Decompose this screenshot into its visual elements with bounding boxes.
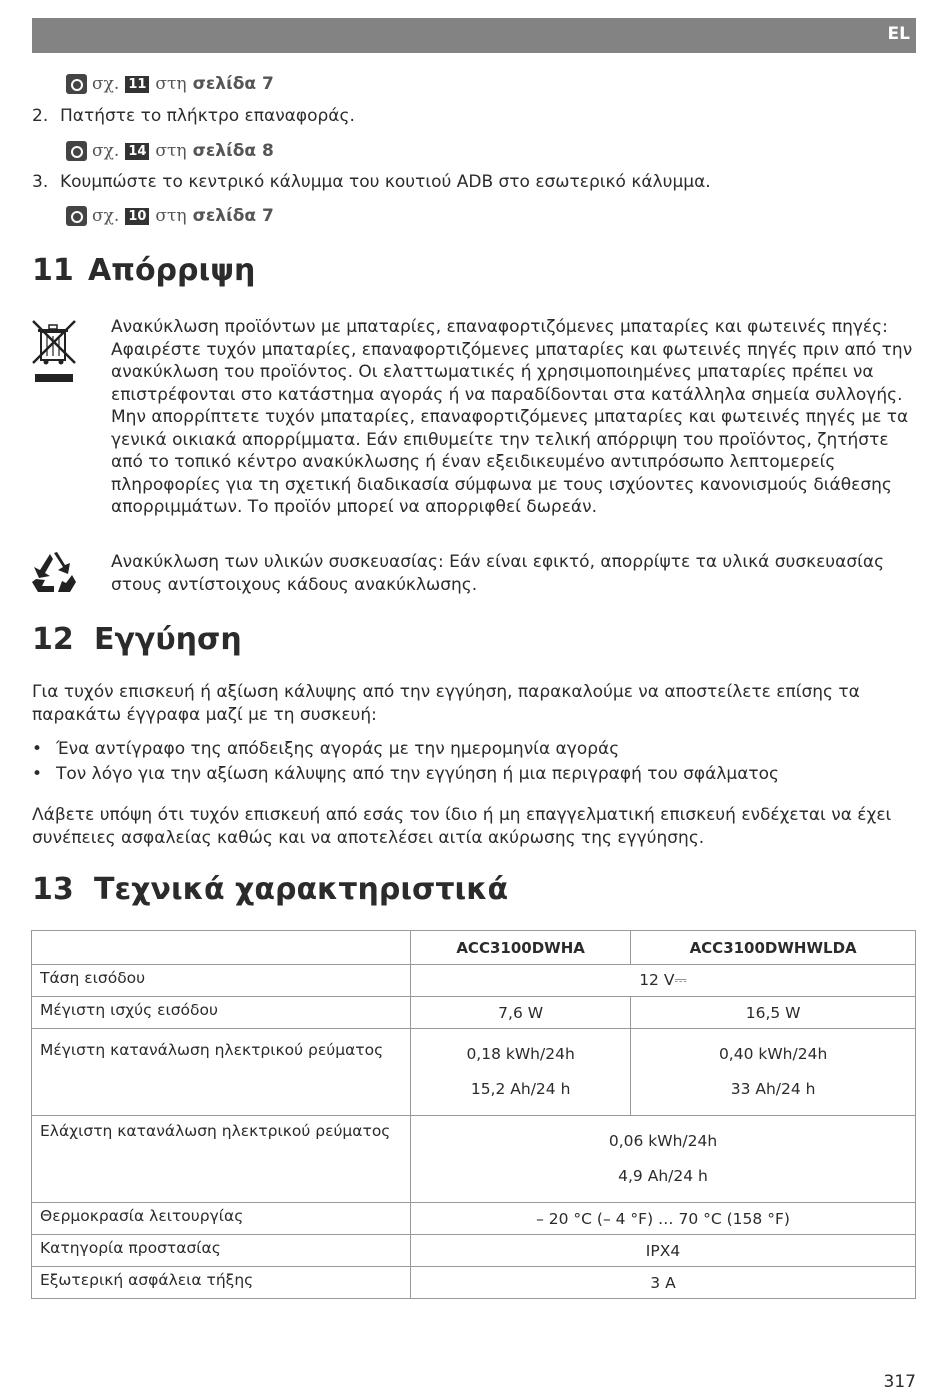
row-label: Μέγιστη ισχύς εισόδου: [32, 997, 411, 1029]
bullet: •: [32, 764, 43, 784]
step-text: Κουμπώστε το κεντρικό κάλυμμα του κουτιού ADB στο εσωτερικό κάλυμμα.: [60, 172, 711, 192]
cell-value: [411, 1116, 916, 1203]
cell-value: 12 V⎓: [411, 965, 916, 997]
table-row: [32, 965, 916, 997]
figure-abbrev: σχ.: [92, 206, 120, 226]
table-header-row: [32, 931, 916, 965]
cell-line: 4,9 Ah/24 h: [618, 1167, 708, 1185]
empty-header-cell: [32, 931, 411, 965]
cell-line: 0,18 kWh/24h: [466, 1045, 575, 1063]
warranty-intro: Για τυχόν επισκευή ή αξίωση κάλυψης από την εγγύηση, παρακαλούμε να αποστείλετε επίσης τα παρακάτω έγγραφα μαζί με τη συσκευή:: [32, 682, 860, 725]
section-heading-warranty: [32, 622, 242, 657]
row-label: Κατηγορία προστασίας: [32, 1235, 411, 1267]
row-label: Εξωτερική ασφάλεια τήξης: [32, 1267, 411, 1299]
table-row: [32, 1203, 916, 1235]
cell-line: 33 Ah/24 h: [730, 1080, 816, 1098]
page-number: 317: [883, 1372, 916, 1392]
on-label: στη: [155, 206, 187, 226]
list-item-text: Τον λόγο για την αξίωση κάλυψης από την εγγύηση ή μια περιγραφή του σφάλματος: [56, 764, 780, 784]
list-item: [32, 764, 779, 789]
figure-number: 11: [125, 76, 149, 93]
figure-reference: [66, 140, 274, 162]
table-row: [32, 1029, 916, 1116]
bullet: •: [32, 739, 43, 759]
header-bar: [32, 18, 916, 53]
camera-icon: [66, 206, 87, 226]
section-heading-disposal: [32, 253, 255, 288]
list-item-text: Ένα αντίγραφο της απόδειξης αγοράς με την ημερομηνία αγοράς: [56, 739, 620, 759]
section-title: Απόρριψη: [88, 253, 256, 288]
cell-line: 0,06 kWh/24h: [608, 1132, 718, 1150]
language-label: EL: [887, 24, 910, 44]
figure-number: 10: [125, 208, 149, 225]
column-header: ACC3100DWHWLDA: [631, 931, 916, 965]
crossed-bin-icon: [32, 318, 76, 384]
section-heading-specs: [32, 872, 508, 907]
step-text: Πατήστε το πλήκτρο επαναφοράς.: [60, 106, 355, 126]
step-number: 2.: [32, 106, 49, 126]
section-title: Τεχνικά χαρακτηριστικά: [94, 872, 509, 907]
cell-value: [631, 1029, 916, 1116]
cell-line: 15,2 Ah/24 h: [470, 1080, 571, 1098]
figure-abbrev: σχ.: [92, 74, 120, 94]
page-reference: σελίδα 8: [192, 141, 274, 161]
cell-value: 3 A: [411, 1267, 916, 1299]
figure-reference: [66, 73, 274, 95]
section-number: 12: [32, 622, 74, 657]
cell-value: [411, 1029, 631, 1116]
section-number: 13: [32, 872, 74, 907]
step-number: 3.: [32, 172, 49, 192]
cell-value: 16,5 W: [631, 997, 916, 1029]
specs-table: [31, 930, 916, 1299]
table-row: [32, 997, 916, 1029]
cell-value: IPX4: [411, 1235, 916, 1267]
camera-icon: [66, 141, 87, 161]
row-label: Θερμοκρασία λειτουργίας: [32, 1203, 411, 1235]
table-row: [32, 1116, 916, 1203]
on-label: στη: [155, 141, 187, 161]
recycle-icon: [30, 551, 78, 595]
row-label: Μέγιστη κατανάλωση ηλεκτρικού ρεύματος: [32, 1029, 411, 1116]
row-label: Τάση εισόδου: [32, 965, 411, 997]
figure-reference: [66, 205, 274, 227]
column-header: ACC3100DWHA: [411, 931, 631, 965]
table-row: [32, 1267, 916, 1299]
cell-value: – 20 °C (– 4 °F) … 70 °C (158 °F): [411, 1203, 916, 1235]
figure-abbrev: σχ.: [92, 141, 120, 161]
list-item: [32, 739, 779, 764]
row-label: Ελάχιστη κατανάλωση ηλεκτρικού ρεύματος: [32, 1116, 411, 1203]
section-number: 11: [32, 253, 74, 288]
packaging-paragraph: Ανακύκλωση των υλικών συσκευασίας: Εάν είναι εφικτό, απορρίψτε τα υλικά συσκευασίας στους αντίστοιχους κάδους ανακύκλωσης.: [111, 552, 885, 595]
cell-value: 7,6 W: [411, 997, 631, 1029]
cell-line: 0,40 kWh/24h: [718, 1045, 828, 1063]
disposal-paragraph: Ανακύκλωση προϊόντων με μπαταρίες, επαναφορτιζόμενες μπαταρίες και φωτεινές πηγές: Αφαιρέστε τυχόν μπαταρίες, επαναφορτιζόμενες μπαταρίες και φωτεινές πηγές πριν από την ανακύκλωση του προϊόντος. Οι ελαττωματικές ή χρησιμοποιημένες μπαταρίες πρέπει να επιστρέφονται στο κατάστημα αγοράς ή να παραδίδονται στα κατάλληλα σημεία συλλογής. Μην απορρίπτετε τυχόν μπαταρίες, επαναφορτιζόμενες μπαταρίες και φωτεινές πηγές με τα γενικά οικιακά απορρίμματα. Εάν επιθυμείτε την τελική απόρριψη του προϊόντος, ζητήστε από το τοπικό κέντρο ανακύκλωσης ή έναν εξειδικευμένο αντιπρόσωπο λεπτομερείς πληροφορίες για τη σχετική διαδικασία σύμφωνα με τους ισχύοντες κανονισμούς διάθεσης απορριμμάτων. Το προϊόν μπορεί να απορριφθεί δωρεάν.: [111, 317, 913, 517]
figure-number: 14: [125, 143, 149, 160]
section-title: Εγγύηση: [94, 622, 242, 657]
page-reference: σελίδα 7: [192, 74, 274, 94]
step-item: [32, 106, 355, 126]
on-label: στη: [155, 74, 187, 94]
step-item: [32, 172, 711, 192]
camera-icon: [66, 74, 87, 94]
warranty-note: Λάβετε υπόψη ότι τυχόν επισκευή από εσάς τον ίδιο ή μη επαγγελματική επισκευή ενδέχεται να έχει συνέπειες ασφαλείας καθώς και να αποτελέσει αιτία ακύρωσης της εγγύησης.: [32, 805, 892, 848]
warranty-list: [32, 739, 779, 789]
page-reference: σελίδα 7: [192, 206, 274, 226]
table-row: [32, 1235, 916, 1267]
